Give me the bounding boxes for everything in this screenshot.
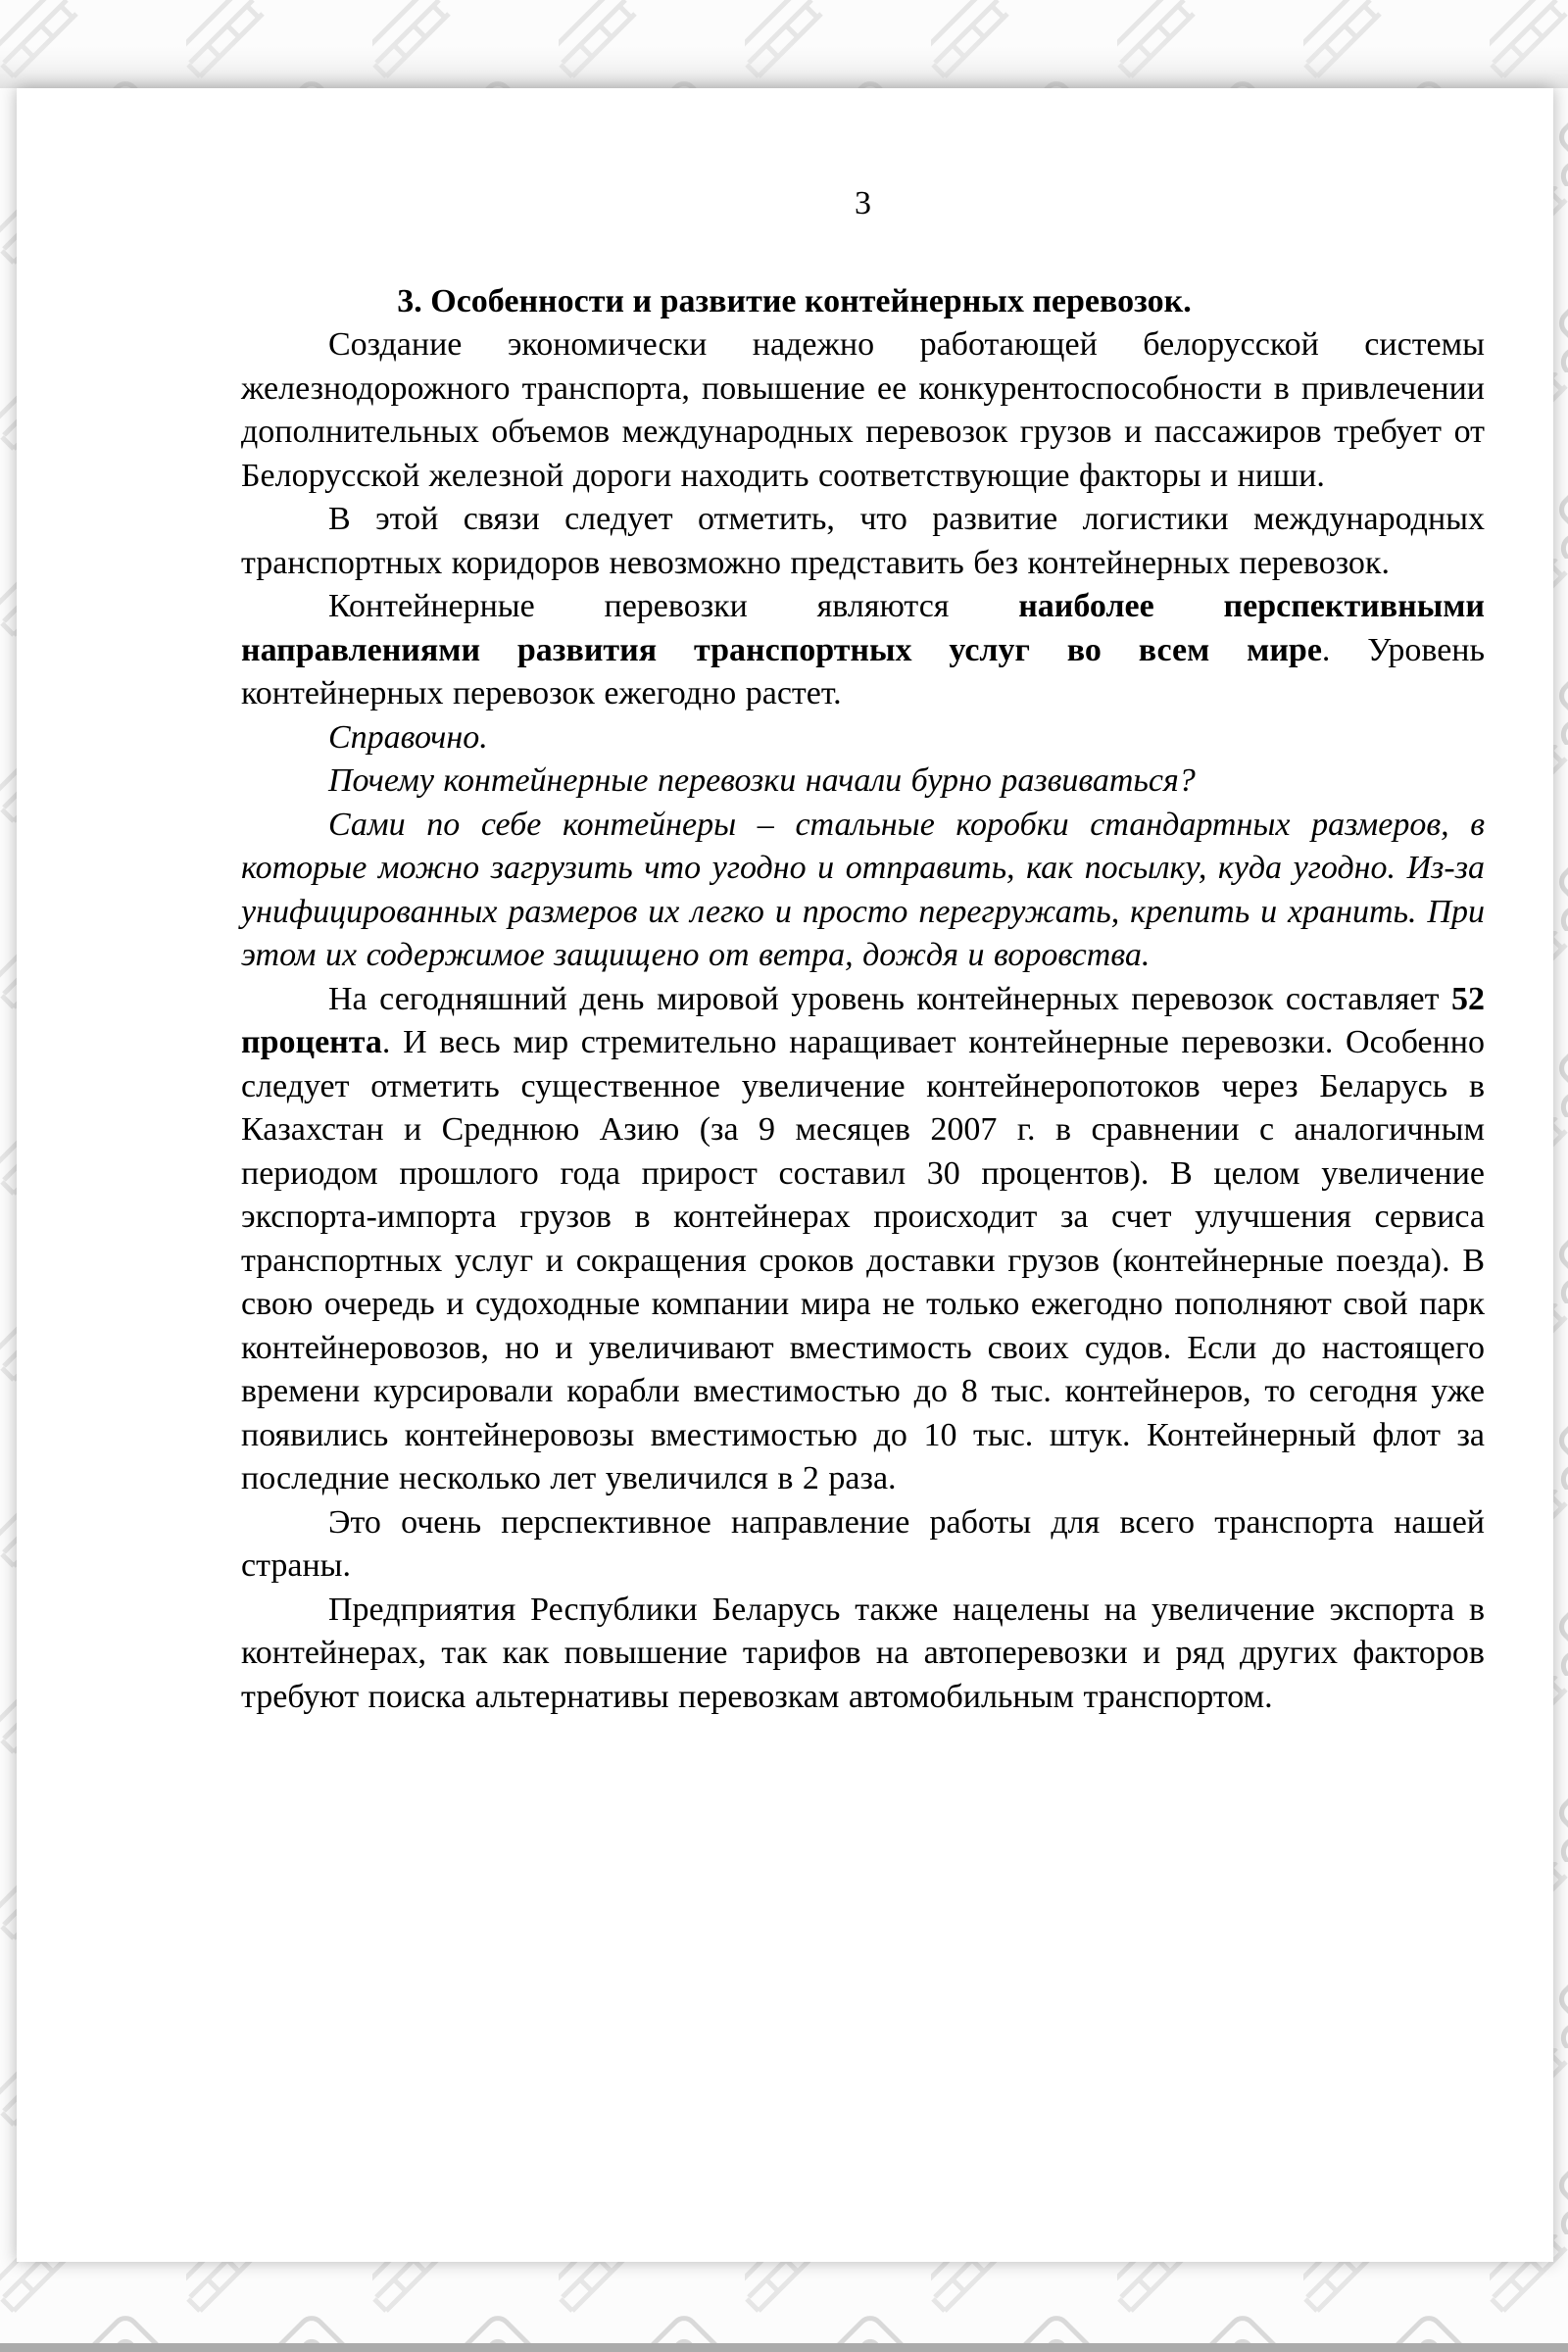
document-page	[17, 88, 1553, 2262]
text-segment: . Уровень контейнерных перевозок ежегодно растет.	[241, 631, 1485, 711]
paragraph	[241, 585, 1485, 716]
text-segment: В этой связи следует отметить, что развитие логистики международных транспортных коридоров невозможно представить без контейнерных перевозок.	[241, 501, 1485, 581]
paragraph	[241, 498, 1485, 585]
page-number: 3	[855, 185, 871, 221]
paragraph	[241, 804, 1485, 978]
text-segment: Сами по себе контейнеры – стальные коробки стандартных размеров, в которые можно загрузить что угодно и отправить, как посылку, куда угодно. Из-за унифицированных размеров их легко и просто перегружать, крепить и хранить. При этом их содержимое защищено от ветра, дождя и воровства.	[241, 806, 1485, 973]
paragraph	[241, 323, 1485, 498]
text-segment: На сегодняшний день мировой уровень контейнерных перевозок составляет	[328, 980, 1451, 1017]
paragraph	[241, 1589, 1485, 1720]
section-heading: 3. Особенности и развитие контейнерных перевозок.	[397, 282, 1192, 319]
text-segment: Почему контейнерные перевозки начали бурно развиваться?	[328, 762, 1196, 799]
paragraph	[241, 978, 1485, 1501]
bold-text-segment: 52 процента	[241, 980, 1485, 1060]
text-segment: Это очень перспективное направление работы для всего транспорта нашей страны.	[241, 1503, 1485, 1584]
paragraph	[241, 760, 1485, 804]
text-segment: Справочно.	[328, 718, 488, 756]
document-body	[241, 323, 1485, 1719]
text-segment: Предприятия Республики Беларусь также нацелены на увеличение экспорта в контейнерах, так как повышение тарифов на автоперевозки и ряд других факторов требуют поиска альтернативы перевозкам автомобильным транспортом.	[241, 1591, 1485, 1715]
text-segment: . И весь мир стремительно наращивает контейнерные перевозки. Особенно следует отметить существенное увеличение контейнеропотоков через Беларусь в Казахстан и Среднюю Азию (за 9 месяцев 2007 г. в сравнении с аналогичным периодом прошлого года прирост составил 30 процентов). В целом увеличение экспорта-импорта грузов в контейнерах происходит за счет улучшения сервиса транспортных услуг и сокращения сроков доставки грузов (контейнерные поезда). В свою очередь и судоходные компании мира не только ежегодно пополняют свой парк контейнеровозов, но и увеличивают вместимость своих судов. Если до настоящего времени курсировали корабли вместимостью до 8 тыс. контейнеров, то сегодня уже появились контейнеровозы вместимостью до 10 тыс. штук. Контейнерный флот за последние несколько лет увеличился в 2 раза.	[241, 1024, 1485, 1496]
text-segment: Контейнерные перевозки являются	[328, 588, 1019, 624]
paragraph	[241, 716, 1485, 760]
paragraph	[241, 1501, 1485, 1589]
bold-text-segment: наиболее перспективными направлениями развития транспортных услуг во всем мире	[241, 588, 1486, 668]
bottom-edge-strip	[0, 2343, 1568, 2352]
text-segment: Создание экономически надежно работающей белорусской системы железнодорожного транспорта, повышение ее конкурентоспособности в привлечении дополнительных объемов международных перевозок грузов и пассажиров требует от Белорусской железной дороги находить соответствующие факторы и ниши.	[241, 326, 1485, 494]
